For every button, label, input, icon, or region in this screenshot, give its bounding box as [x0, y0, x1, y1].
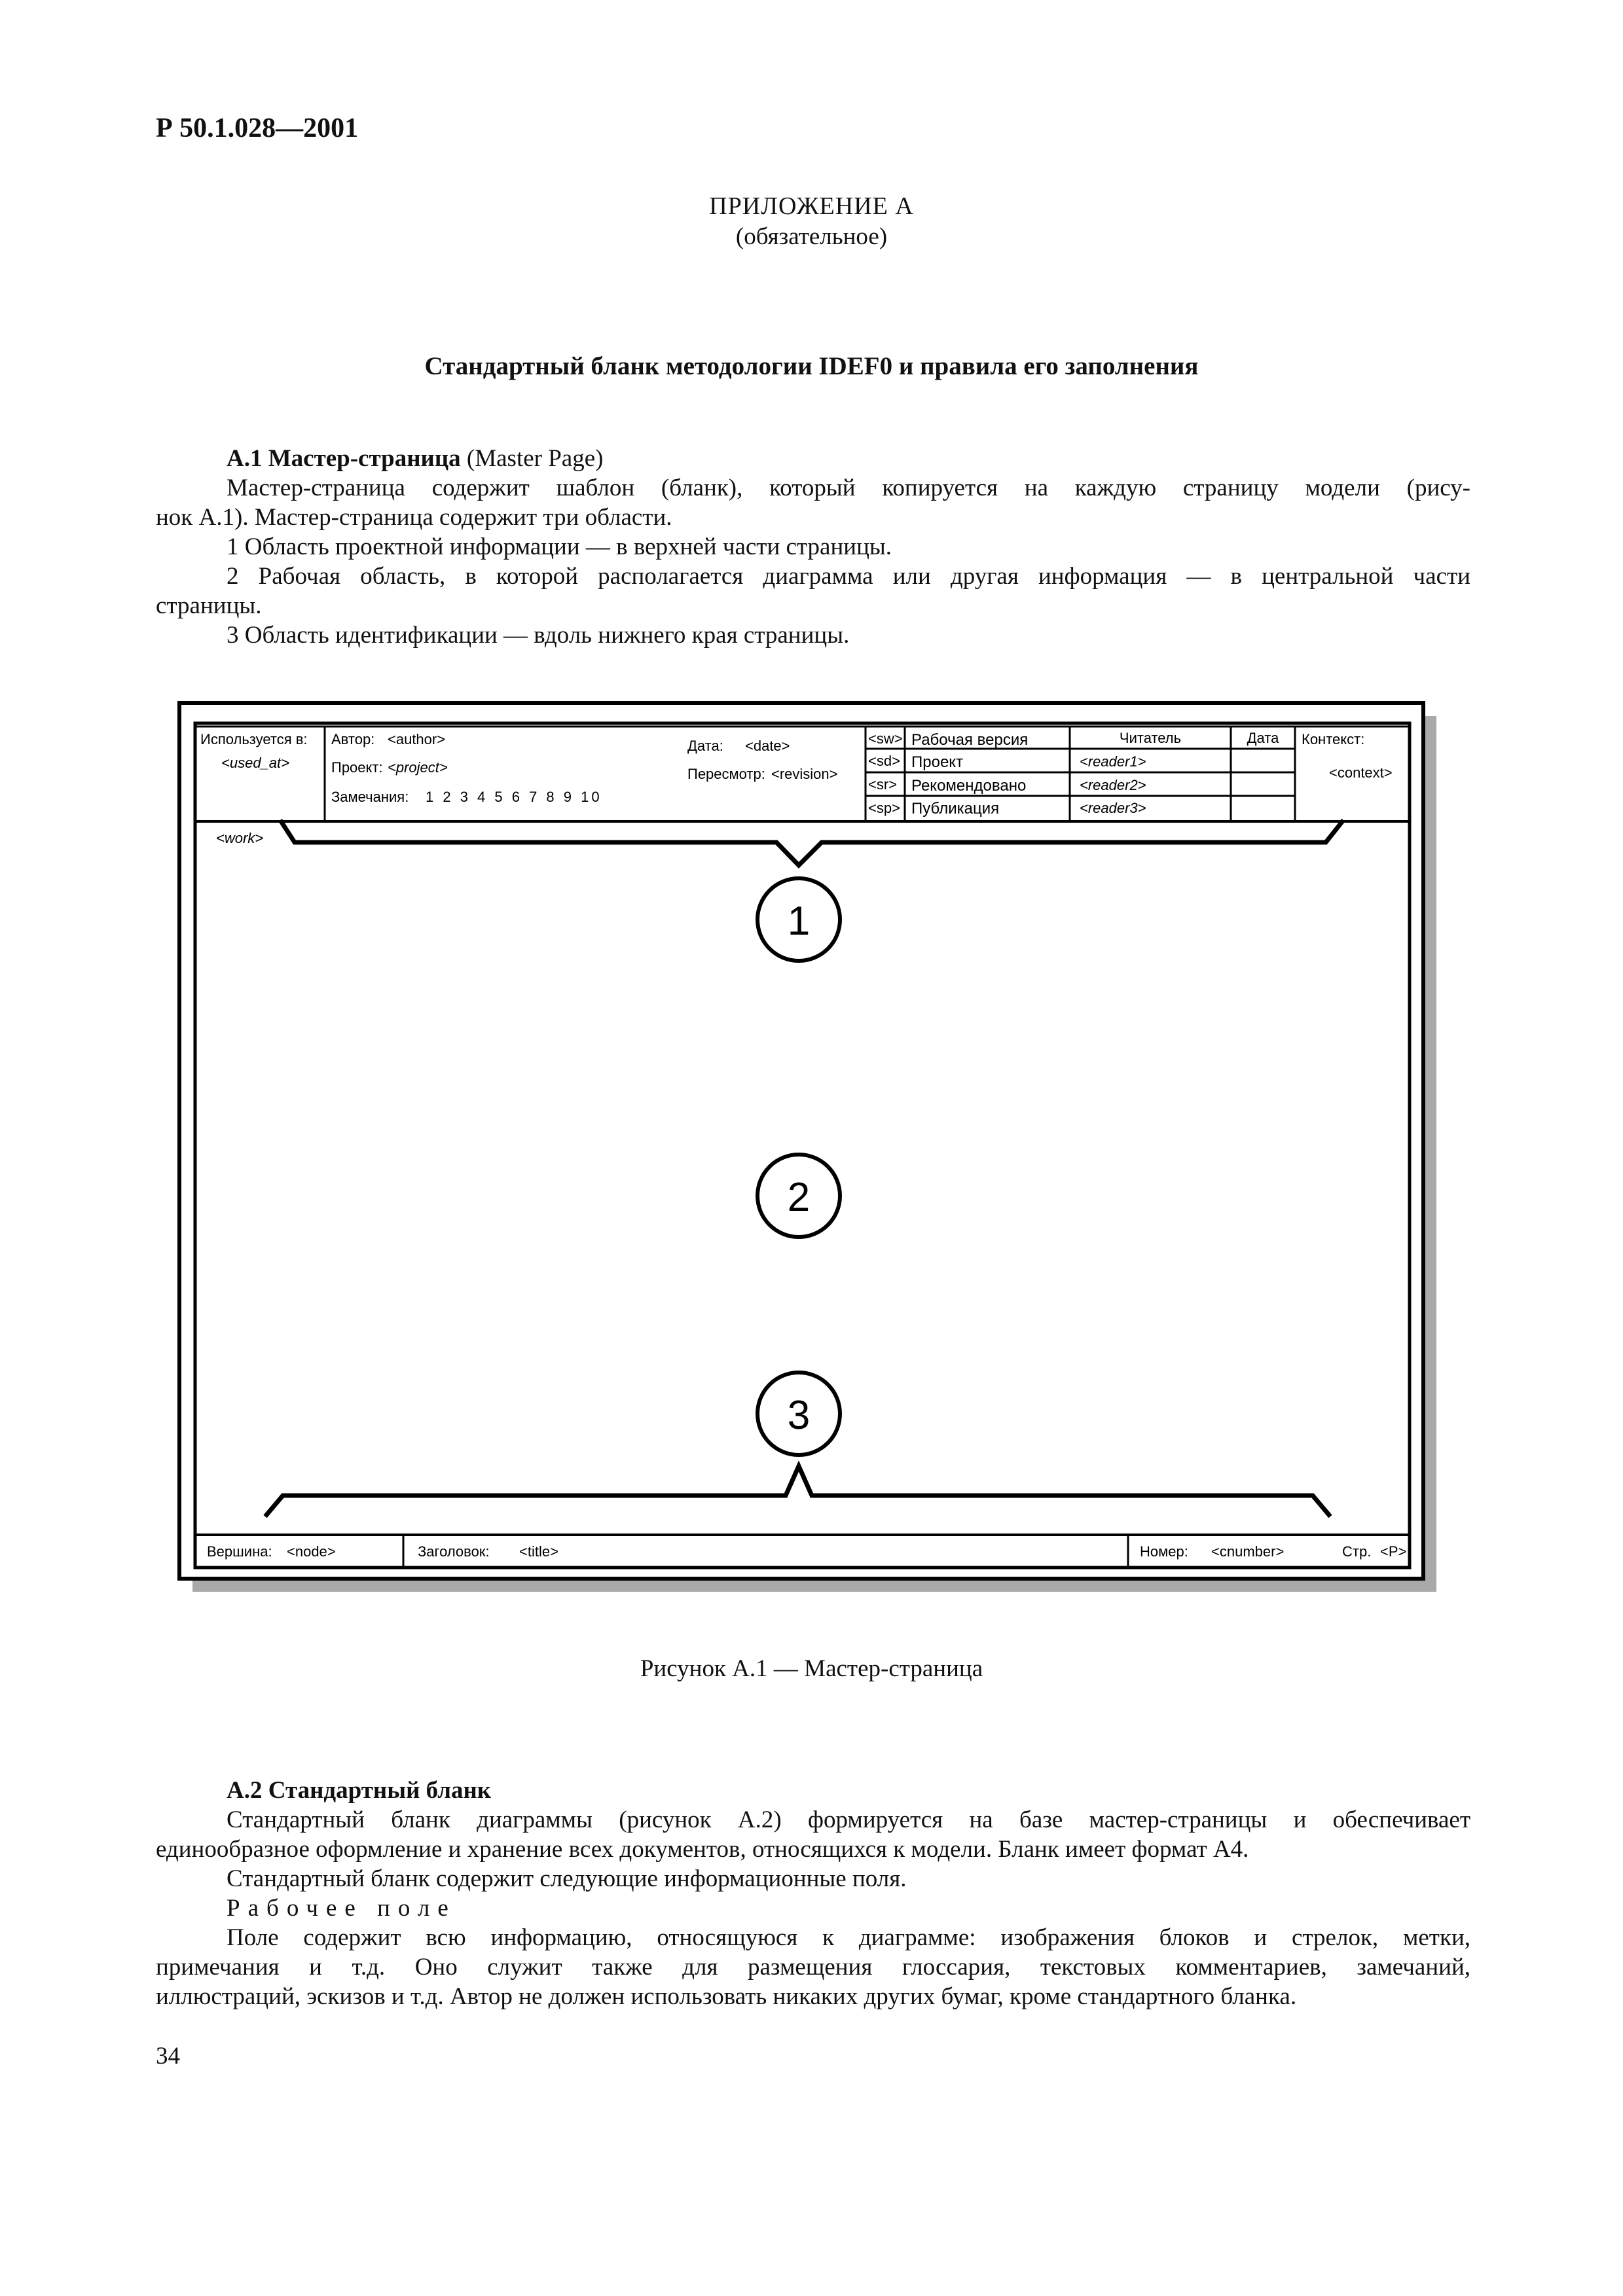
- date-header: Дата: [1247, 730, 1279, 746]
- reader-2: <reader2>: [1080, 777, 1146, 793]
- status-label-publication: Публикация: [911, 800, 1000, 817]
- reader-3: <reader3>: [1080, 800, 1146, 816]
- marker-1-label: 1: [787, 899, 811, 944]
- notes-label: Замечания:: [331, 789, 409, 805]
- used-at-label: Используется в:: [200, 731, 308, 747]
- marker-2-label: 2: [787, 1175, 811, 1220]
- work-label: <work>: [216, 830, 264, 846]
- status-code-sd: <sd>: [868, 753, 900, 769]
- status-code-sr: <sr>: [868, 776, 898, 793]
- figure-caption: Рисунок А.1 — Мастер-страница: [640, 1655, 983, 1682]
- a1-heading: А.1 Мастер-страница: [227, 445, 461, 472]
- master-page-figure: [177, 700, 1441, 1597]
- author-label: Автор:: [331, 731, 375, 747]
- author-value: <author>: [388, 731, 446, 747]
- a2-paragraph-1-line-1: Стандартный бланк диаграммы (рисунок А.2) формируется на базе мастер-страницы и обеспечивает: [227, 1806, 1470, 1833]
- reader-1: <reader1>: [1080, 753, 1146, 770]
- a2-paragraph-1-line-2: единообразное оформление и хранение всех документов, относящихся к модели. Бланк имеет формат А4.: [156, 1836, 1249, 1863]
- status-code-sp: <sp>: [868, 800, 900, 816]
- revision-label: Пересмотр:: [687, 766, 765, 782]
- node-value: <node>: [287, 1543, 336, 1560]
- a1-item-1: 1 Область проектной информации — в верхней части страницы.: [227, 533, 892, 560]
- notes-numbers: 1 2 3 4 5 6 7 8 9 10: [426, 789, 602, 805]
- status-code-sw: <sw>: [868, 730, 903, 747]
- a2-paragraph-2: Стандартный бланк содержит следующие информационные поля.: [227, 1865, 907, 1892]
- section-title: Стандартный бланк методологии IDEF0 и правила его заполнения: [424, 352, 1199, 380]
- marker-3-label: 3: [787, 1393, 811, 1438]
- a2-heading: А.2 Стандартный бланк: [227, 1777, 492, 1804]
- a1-heading-en: (Master Page): [466, 445, 604, 472]
- node-label: Вершина:: [207, 1543, 272, 1560]
- context-label: Контекст:: [1302, 731, 1365, 747]
- appendix-title: ПРИЛОЖЕНИЕ А: [709, 192, 914, 220]
- a1-heading-line: [156, 444, 1470, 473]
- a1-paragraph-line-1: Мастер-страница содержит шаблон (бланк), который копируется на каждую страницу модели (рису-: [227, 475, 1470, 501]
- a2-paragraph-3-line-3: иллюстраций, эскизов и т.д. Автор не должен использовать никаких других бумаг, кроме стандартного бланка.: [156, 1983, 1297, 2010]
- appendix-subtitle: (обязательное): [735, 223, 888, 250]
- a2-field-title: Рабочее поле: [227, 1895, 456, 1922]
- title-value: <title>: [519, 1543, 558, 1560]
- a2-paragraph-3-line-2: примечания и т.д. Оно служит также для размещения глоссария, текстовых комментариев, замечаний,: [156, 1954, 1470, 1981]
- a1-item-3: 3 Область идентификации — вдоль нижнего края страницы.: [227, 622, 850, 649]
- a1-paragraph-line-2: нок А.1). Мастер-страница содержит три области.: [156, 504, 672, 531]
- number-label: Номер:: [1140, 1543, 1188, 1560]
- page-label: Стр.: [1342, 1543, 1372, 1560]
- title-label: Заголовок:: [418, 1543, 490, 1560]
- date-label: Дата:: [687, 738, 723, 754]
- status-label-working: Рабочая версия: [911, 731, 1029, 749]
- page-value: <P>: [1380, 1543, 1407, 1560]
- a1-item-2-line-2: страницы.: [156, 592, 262, 619]
- revision-value: <revision>: [771, 766, 838, 782]
- used-at-value: <used_at>: [221, 755, 289, 771]
- status-label-draft: Проект: [911, 753, 964, 771]
- a1-item-2-line-1: 2 Рабочая область, в которой располагается диаграмма или другая информация — в центральной части: [227, 563, 1470, 590]
- status-label-recommended: Рекомендовано: [911, 777, 1027, 795]
- reader-header: Читатель: [1119, 730, 1182, 746]
- page-number: 34: [156, 2043, 180, 2070]
- project-label: Проект:: [331, 759, 383, 776]
- a2-paragraph-3-line-1: Поле содержит всю информацию, относящуюся к диаграмме: изображения блоков и стрелок, метки,: [227, 1924, 1470, 1951]
- document-code: Р 50.1.028—2001: [156, 113, 359, 143]
- context-value: <context>: [1329, 764, 1393, 781]
- number-value: <cnumber>: [1211, 1543, 1285, 1560]
- date-value: <date>: [745, 738, 790, 754]
- project-value: <project>: [388, 759, 448, 776]
